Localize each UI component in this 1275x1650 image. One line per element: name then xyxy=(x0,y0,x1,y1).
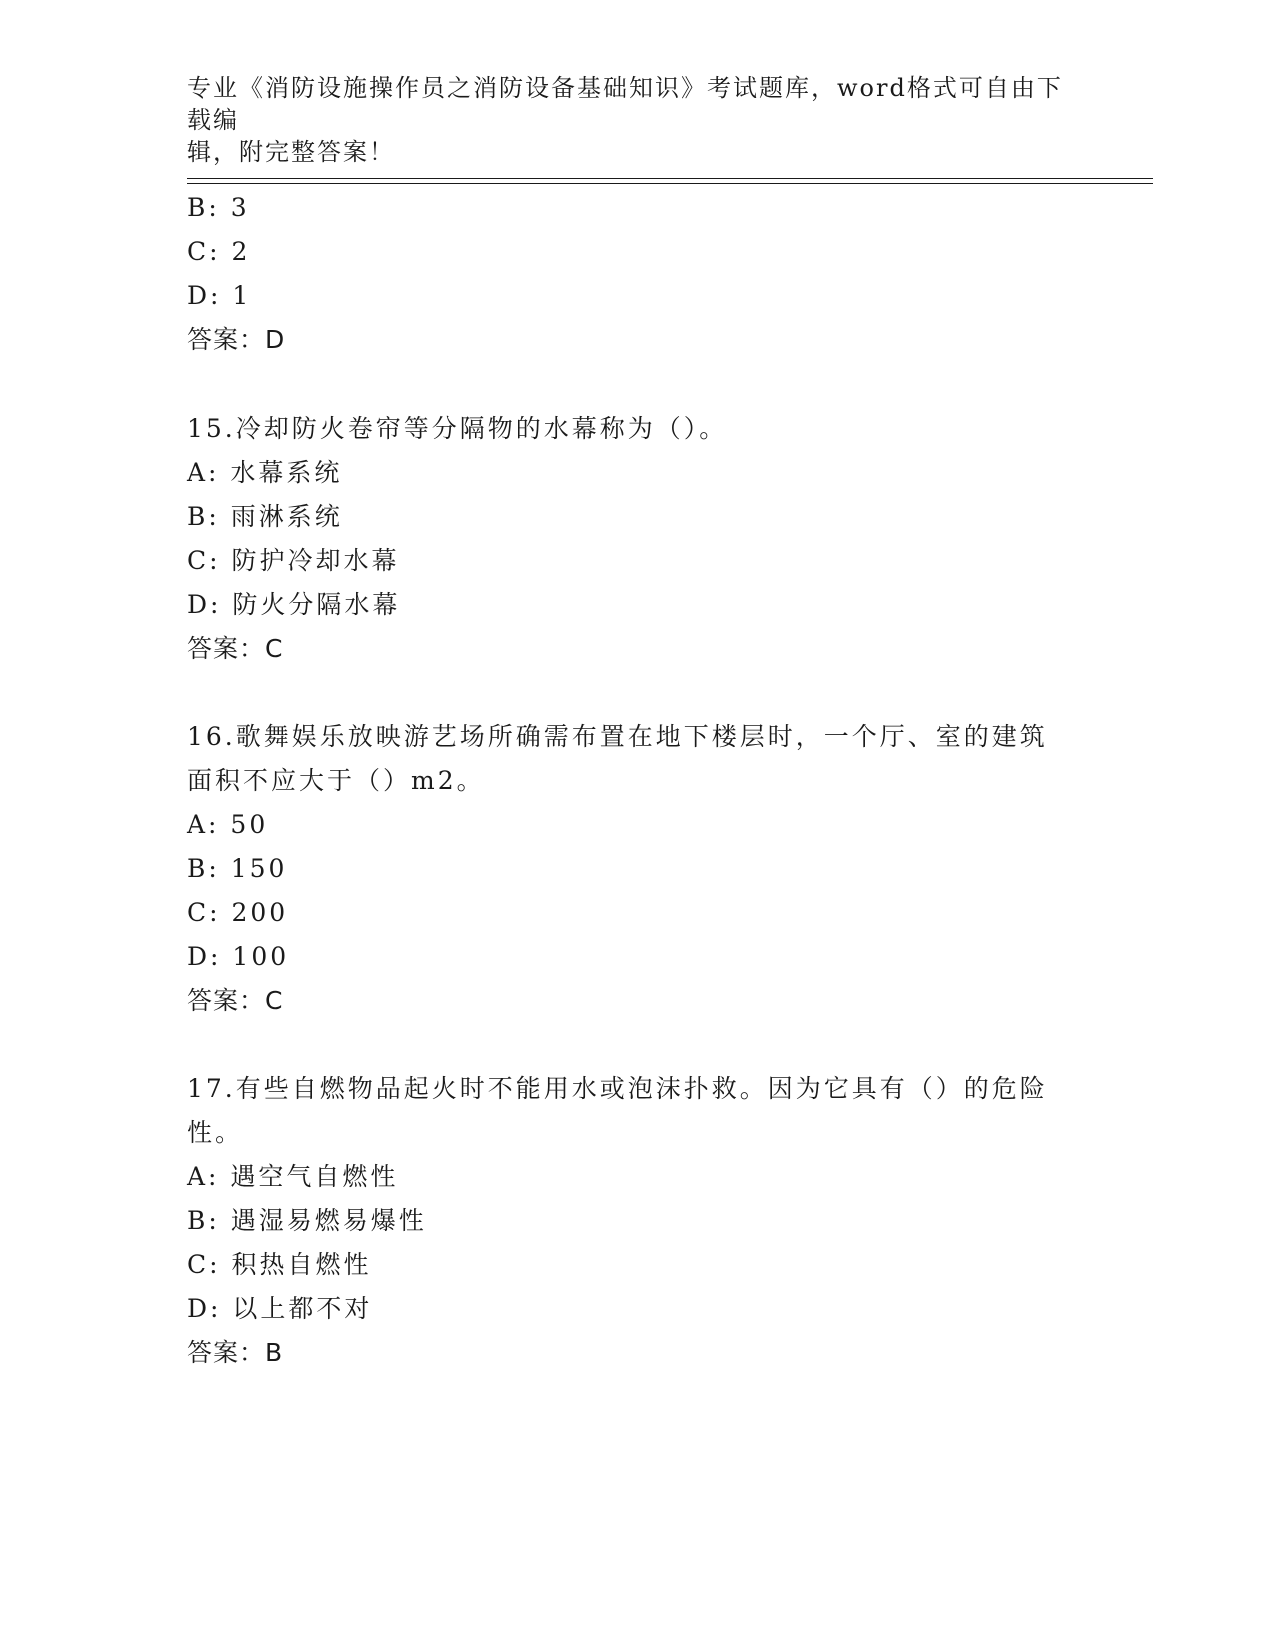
q14-option-d: D: 1 xyxy=(187,281,252,310)
q17-question-line-1: 17.有些自燃物品起火时不能用水或泡沫扑救。因为它具有（）的危险 xyxy=(187,1074,1048,1103)
q15-option-a: A: 水幕系统 xyxy=(187,458,343,487)
q14-answer: 答案：D xyxy=(187,325,286,354)
q17-option-d: D: 以上都不对 xyxy=(187,1294,373,1323)
q17-answer: 答案：B xyxy=(187,1338,284,1367)
header-line-1: 专业《消防设施操作员之消防设备基础知识》考试题库，word格式可自由下载编 xyxy=(187,74,1063,134)
header-divider-bottom xyxy=(187,183,1153,184)
q15-option-d: D: 防火分隔水幕 xyxy=(187,590,401,619)
header-line-2: 辑，附完整答案！ xyxy=(187,138,395,166)
q15-option-c: C: 防护冷却水幕 xyxy=(187,546,400,575)
q15-option-b: B: 雨淋系统 xyxy=(187,502,343,531)
q17-option-c: C: 积热自燃性 xyxy=(187,1250,372,1279)
q15-answer: 答案：C xyxy=(187,634,284,663)
q16-question-line-2: 面积不应大于（）m2。 xyxy=(187,766,485,795)
document-header xyxy=(187,72,1067,168)
q16-option-d: D: 100 xyxy=(187,942,290,971)
header-divider-top xyxy=(187,178,1153,179)
q15-question: 15.冷却防火卷帘等分隔物的水幕称为（）。 xyxy=(187,414,728,443)
q16-question-line-1: 16.歌舞娱乐放映游艺场所确需布置在地下楼层时，一个厅、室的建筑 xyxy=(187,722,1048,751)
q16-option-a: A: 50 xyxy=(187,810,269,839)
q16-option-c: C: 200 xyxy=(187,898,289,927)
q16-answer: 答案：C xyxy=(187,986,284,1015)
q14-option-b: B: 3 xyxy=(187,193,250,222)
q17-option-a: A: 遇空气自燃性 xyxy=(187,1162,399,1191)
q14-option-c: C: 2 xyxy=(187,237,251,266)
q16-option-b: B: 150 xyxy=(187,854,288,883)
q17-option-b: B: 遇湿易燃易爆性 xyxy=(187,1206,427,1235)
q17-question-line-2: 性。 xyxy=(187,1118,244,1147)
